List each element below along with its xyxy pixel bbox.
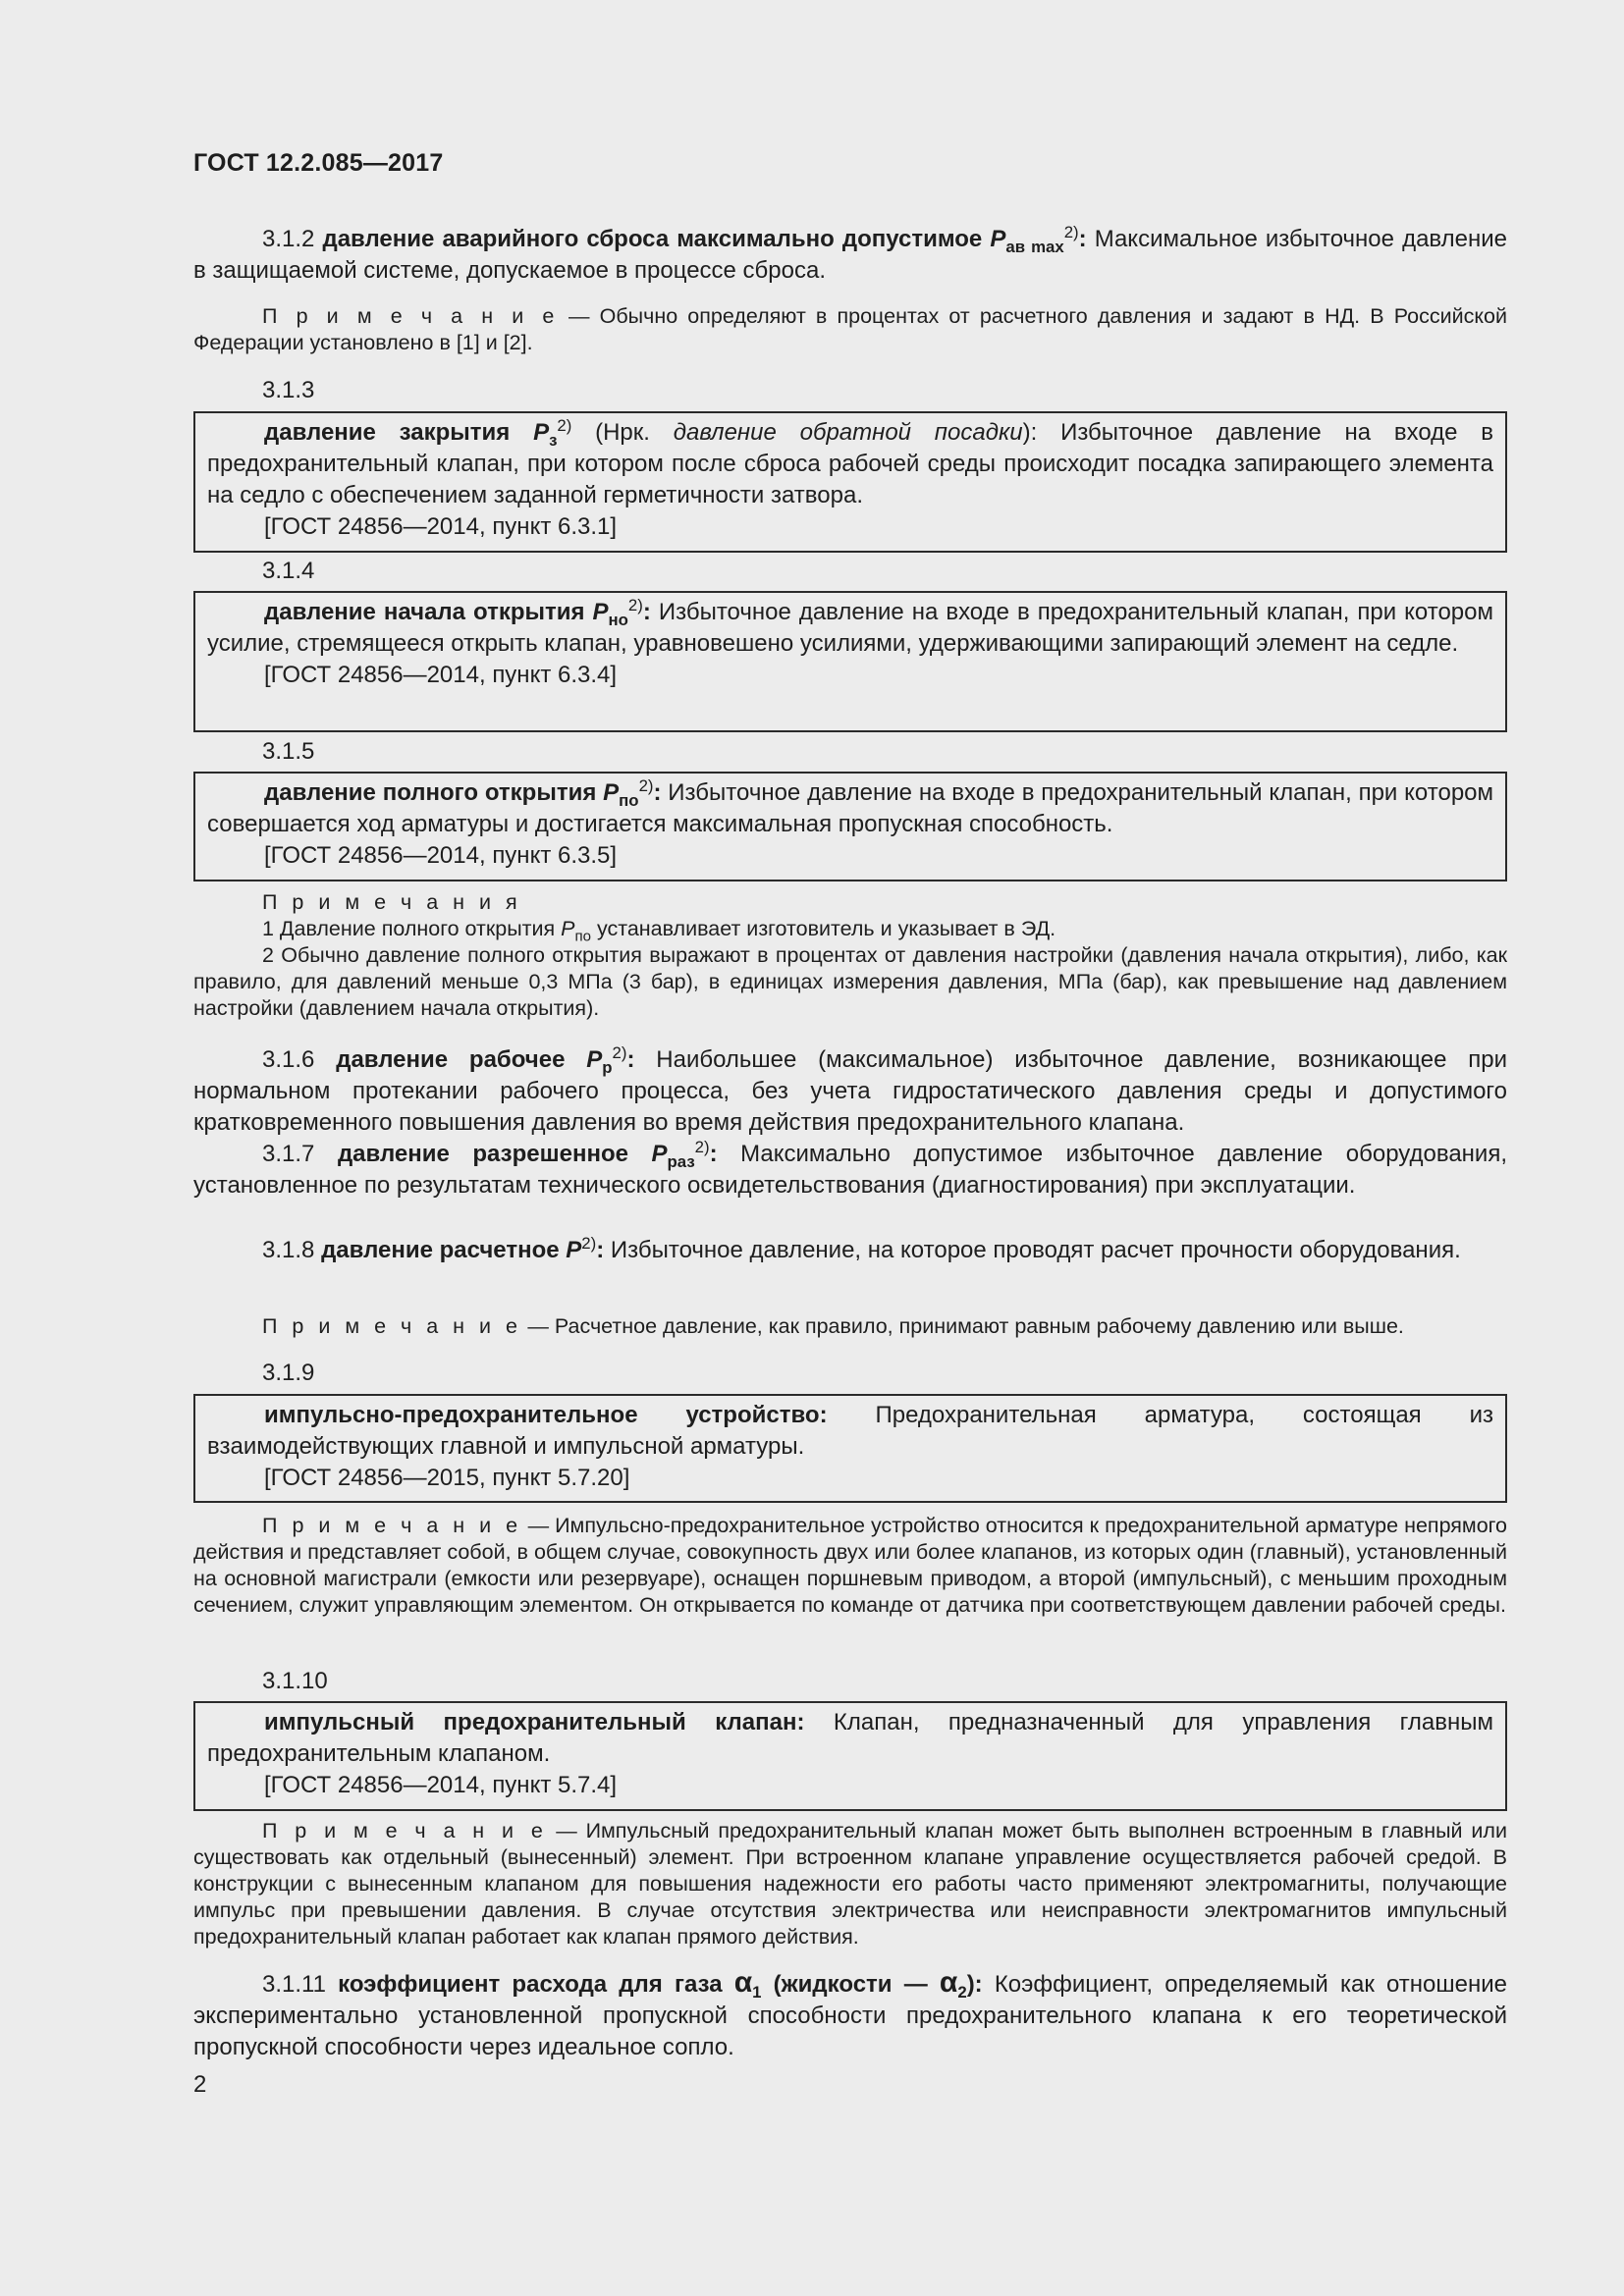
alpha-symbol: α — [939, 1966, 958, 1999]
term-3-1-3: давление закрытия $P_з^{2)}$ (Нрк. давление обратной посадки): Избыточное давление на входе в предохранительный клапан, при котором после сброса рабочей среды происходит посадка запирающего элемента на седло с обеспечением заданной герметичности затвора. — [207, 416, 1493, 508]
term-number-3-1-9: 3.1.9 — [262, 1360, 315, 1386]
note-3-1-8: П р и м е ч а н и е — Расчетное давление, как правило, принимают равным рабочему давлению или выше. — [262, 1314, 1404, 1338]
term-3-1-11: 3.1.11 коэффициент расхода для газа $\alpha_1$ (жидкости — $\alpha_2$): Коэффициент, определяемый как отношение экспериментально установленной пропускной способности предохранительного клапана к его теоретической пропускной способности через идеальное сопло. — [193, 1966, 1508, 2060]
notes-3-1-5: П р и м е ч а н и я 1 Давление полного открытия $P_{по}$ устанавливает изготовитель и указывает в ЭД. 2 Обычно давление полного открытия выражают в процентах от давления настройки (давления начала открытия), либо, как правило, для давлений меньше 0,3 МПа (3 бар), в единицах измерения давления, МПа (бар), как превышение над давлением настройки (давлением начала открытия). — [193, 890, 1507, 1020]
note-3-1-9: П р и м е ч а н и е — Импульсно-предохранительное устройство относится к предохранительной арматуре непрямого действия и представляет собой, в общем случае, совокупность двух или более клапанов, из которых один (главный), установленный на основной магистрали (емкости или резервуаре), оснащен поршневым приводом, а второй (импульсный), с меньшим проходным сечением, служит управляющим элементом. Он открывается по команде от датчика при соответствующем давлении рабочей среды. — [193, 1514, 1507, 1617]
note-3-1-2: П р и м е ч а н и е — Обычно определяют в процентах от расчетного давления и задают в НД. В Российской Федерации установлено в [1] и [2]. — [193, 304, 1507, 354]
note-3-1-10: П р и м е ч а н и е — Импульсный предохранительный клапан может быть выполнен встроенным в главный или существовать как отдельный (вынесенный) элемент. При встроенном клапане управление осуществляется рабочей средой. В конструкции с вынесенным клапаном для повышения надежности его работы часто применяют электромагниты, получающие импульс при превышении давления. В случае отсутствия электричества или неисправности электромагнитов импульсный предохранительный клапан работает как клапан прямого действия. — [193, 1819, 1507, 1949]
term-3-1-4: давление начала открытия $P_{но}^{2)}$: Избыточное давление на входе в предохранительный клапан, при котором усилие, стремящееся открыть клапан, уравновешено усилиями, удерживающими запирающий элемент на седле. — [207, 596, 1493, 657]
term-3-1-6: 3.1.6 давление рабочее $P_р^{2)}$: Наибольшее (максимальное) избыточное давление, возникающее при нормальном протекании рабочего процесса, без учета гидростатического давления среды и допустимого кратковременного повышения давления во время действия предохранительного клапана. — [193, 1043, 1507, 1136]
term-box-3-1-5 — [193, 772, 1507, 881]
term-number-3-1-4: 3.1.4 — [262, 558, 315, 584]
notes-label: П р и м е ч а н и я — [262, 890, 522, 914]
alpha-symbol: α — [733, 1966, 753, 1999]
term-number-3-1-5: 3.1.5 — [262, 738, 315, 765]
term-3-1-2: 3.1.2 давление аварийного сброса максимально допустимое $P_{ав max}^{2)}$: Максимальное избыточное давление в защищаемой системе, допускаемое в процессе сброса. — [193, 223, 1507, 284]
document-header: ГОСТ 12.2.085—2017 — [193, 149, 444, 177]
term-3-1-5: давление полного открытия $P_{по}^{2)}$: Избыточное давление на входе в предохранительный клапан, при котором совершается ход арматуры и достигается максимальная пропускная способность. — [207, 776, 1494, 837]
term-box-3-1-3 — [193, 411, 1507, 553]
term-number-3-1-10: 3.1.10 — [262, 1668, 328, 1694]
source-reference: [ГОСТ 24856—2014, пункт 6.3.5] — [264, 842, 618, 869]
term-box-3-1-10 — [193, 1701, 1507, 1811]
term-box-3-1-4 — [193, 591, 1507, 732]
term-name: давление аварийного сброса максимально допустимое — [322, 226, 983, 252]
source-reference: [ГОСТ 24856—2014, пункт 6.3.1] — [264, 513, 618, 540]
term-3-1-7: 3.1.7 давление разрешенное $P_{раз}^{2)}$: Максимально допустимое избыточное давление оборудования, установленное по результатам технического освидетельствования (диагностирования) при эксплуатации. — [193, 1138, 1507, 1199]
term-box-3-1-9 — [193, 1394, 1507, 1503]
term-3-1-9: импульсно-предохранительное устройство: Предохранительная арматура, состоящая из взаимодействующих главной и импульсной арматуры. — [207, 1402, 1494, 1460]
term-number-3-1-3: 3.1.3 — [262, 377, 315, 403]
term-definition: Максимальное избыточное давление в защищаемой системе, допускаемое в процессе сброса. — [193, 226, 1507, 284]
source-reference: [ГОСТ 24856—2014, пункт 6.3.4] — [264, 662, 618, 688]
source-reference: [ГОСТ 24856—2015, пункт 5.7.20] — [264, 1465, 630, 1491]
term-3-1-10: импульсный предохранительный клапан: Клапан, предназначенный для управления главным предохранительным клапаном. — [207, 1709, 1494, 1767]
page-number: 2 — [193, 2071, 207, 2098]
term-3-1-8: 3.1.8 давление расчетное $P^{2)}$: Избыточное давление, на которое проводят расчет прочности оборудования. — [262, 1234, 1461, 1263]
source-reference: [ГОСТ 24856—2014, пункт 5.7.4] — [264, 1772, 618, 1798]
